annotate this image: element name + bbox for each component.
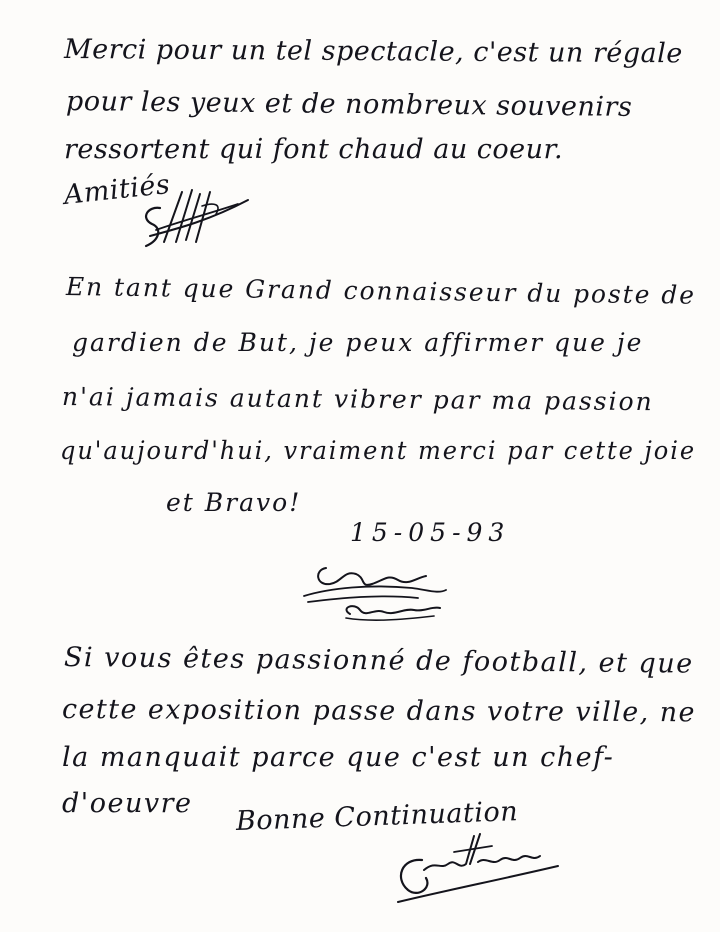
note3-line-4: d'oeuvre <box>62 788 193 819</box>
note1-signature <box>130 186 260 266</box>
note2-signature <box>300 558 460 630</box>
note3-signature <box>388 830 568 910</box>
note3-line-2: cette exposition passe dans votre ville, ne <box>61 694 697 729</box>
note2-date: 15-05-93 <box>350 518 511 547</box>
note2-line-5: et Bravo! <box>166 488 302 517</box>
note1-line-1: Merci pour un tel spectacle, c'est un régale <box>63 34 683 70</box>
note3-line-3: la manquait parce que c'est un chef- <box>62 742 615 773</box>
note2-line-1: En tant que Grand connaisseur du poste de <box>65 272 697 310</box>
note1-line-3: ressortent qui font chaud au coeur. <box>64 134 564 165</box>
note1-closing: Amitiés <box>62 168 172 211</box>
note2-line-3: n'ai jamais autant vibrer par ma passion <box>61 382 654 417</box>
note3-closing: Bonne Continuation <box>235 796 519 837</box>
note2-line-2: gardien de But, je peux affirmer que je <box>72 328 644 357</box>
note1-line-2: pour les yeux et de nombreux souvenirs <box>65 86 633 123</box>
note3-line-1: Si vous êtes passionné de football, et que <box>63 642 694 680</box>
note2-line-4: qu'aujourd'hui, vraiment merci par cette joie <box>60 436 697 465</box>
